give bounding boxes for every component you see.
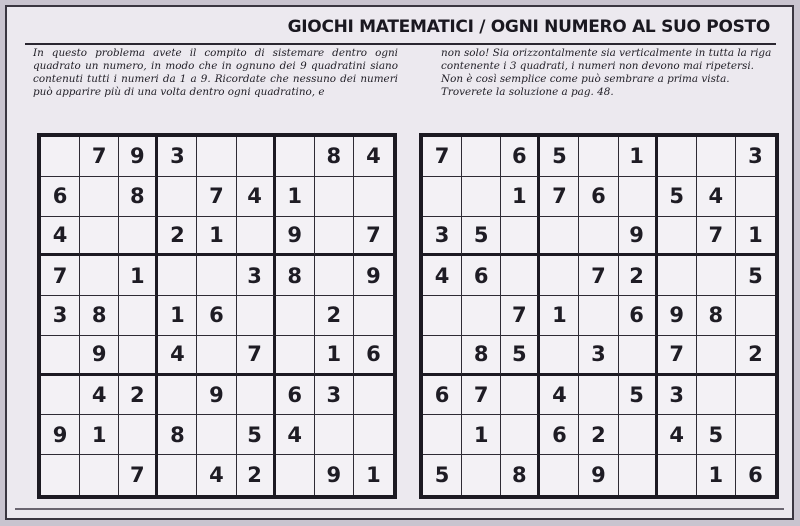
sudoku-cell: 7 xyxy=(354,217,393,257)
sudoku-cell: 9 xyxy=(354,256,393,296)
sudoku-cell: 8 xyxy=(158,415,197,455)
sudoku-cell xyxy=(80,177,119,217)
sudoku-cell xyxy=(579,296,618,336)
sudoku-cell: 4 xyxy=(354,137,393,177)
title-rule xyxy=(25,43,776,45)
sudoku-cell: 4 xyxy=(80,376,119,416)
sudoku-cell xyxy=(619,336,658,376)
sudoku-cell xyxy=(462,177,501,217)
sudoku-cell: 5 xyxy=(540,137,579,177)
sudoku-cell: 7 xyxy=(501,296,540,336)
sudoku-grid-left xyxy=(37,133,397,499)
sudoku-cell: 1 xyxy=(158,296,197,336)
sudoku-cell: 1 xyxy=(736,217,775,257)
sudoku-cell xyxy=(619,415,658,455)
sudoku-cell xyxy=(237,376,276,416)
sudoku-cell xyxy=(354,296,393,336)
sudoku-cell xyxy=(315,177,354,217)
sudoku-cell: 9 xyxy=(80,336,119,376)
sudoku-cell: 5 xyxy=(619,376,658,416)
sudoku-cell xyxy=(158,455,197,495)
sudoku-cell: 2 xyxy=(315,296,354,336)
sudoku-cell: 9 xyxy=(619,217,658,257)
sudoku-cell xyxy=(41,455,80,495)
sudoku-cell: 4 xyxy=(158,336,197,376)
sudoku-cell: 8 xyxy=(697,296,736,336)
sudoku-cell: 3 xyxy=(315,376,354,416)
sudoku-cell: 5 xyxy=(658,177,697,217)
sudoku-cell xyxy=(119,217,158,257)
sudoku-cell: 3 xyxy=(658,376,697,416)
sudoku-cell: 6 xyxy=(579,177,618,217)
sudoku-cell xyxy=(658,217,697,257)
sudoku-cell: 7 xyxy=(658,336,697,376)
sudoku-cell: 1 xyxy=(315,336,354,376)
sudoku-cell: 5 xyxy=(462,217,501,257)
sudoku-cell: 4 xyxy=(658,415,697,455)
sudoku-cell: 2 xyxy=(736,336,775,376)
sudoku-cell xyxy=(697,137,736,177)
sudoku-cell xyxy=(540,217,579,257)
sudoku-cell: 1 xyxy=(697,455,736,495)
sudoku-cell: 6 xyxy=(501,137,540,177)
sudoku-cell xyxy=(658,256,697,296)
sudoku-cell: 3 xyxy=(423,217,462,257)
sudoku-cell: 3 xyxy=(41,296,80,336)
sudoku-cell xyxy=(501,217,540,257)
sudoku-grid-right xyxy=(419,133,779,499)
sudoku-cell xyxy=(41,336,80,376)
sudoku-cell: 6 xyxy=(197,296,236,336)
sudoku-cell xyxy=(80,217,119,257)
sudoku-cell: 1 xyxy=(197,217,236,257)
sudoku-cell xyxy=(423,336,462,376)
sudoku-cell: 7 xyxy=(80,137,119,177)
sudoku-cell xyxy=(462,455,501,495)
sudoku-cell: 2 xyxy=(158,217,197,257)
sudoku-cell: 1 xyxy=(619,137,658,177)
sudoku-cell: 7 xyxy=(41,256,80,296)
sudoku-cell: 8 xyxy=(462,336,501,376)
sudoku-cell: 6 xyxy=(619,296,658,336)
sudoku-cell: 8 xyxy=(501,455,540,495)
sudoku-cell: 7 xyxy=(423,137,462,177)
sudoku-cell xyxy=(354,376,393,416)
sudoku-cell xyxy=(315,256,354,296)
sudoku-cell xyxy=(736,296,775,336)
sudoku-cell: 7 xyxy=(237,336,276,376)
sudoku-cell xyxy=(540,455,579,495)
sudoku-cell: 4 xyxy=(423,256,462,296)
intro-text-left: In questo problema avete il compito di sistemare dentro ogni quadrato un numero, in modo che in ognuno dei 9 quadratini siano contenuti tutti i numeri da 1 a 9. Ricordate che nessuno dei numeri può apparire più di una volta dentro ogni quadratino, e xyxy=(33,47,398,98)
sudoku-cell xyxy=(197,256,236,296)
sudoku-cell: 7 xyxy=(197,177,236,217)
sudoku-cell: 8 xyxy=(315,137,354,177)
sudoku-cell xyxy=(158,376,197,416)
sudoku-cell: 5 xyxy=(501,336,540,376)
sudoku-cell: 2 xyxy=(619,256,658,296)
sudoku-cell xyxy=(119,336,158,376)
sudoku-cell xyxy=(315,217,354,257)
sudoku-cell xyxy=(579,376,618,416)
sudoku-cell: 4 xyxy=(276,415,315,455)
sudoku-cell: 4 xyxy=(540,376,579,416)
sudoku-cell xyxy=(276,336,315,376)
sudoku-cell xyxy=(501,415,540,455)
sudoku-cell: 9 xyxy=(41,415,80,455)
sudoku-cell xyxy=(276,296,315,336)
sudoku-cell: 6 xyxy=(41,177,80,217)
sudoku-cell xyxy=(197,336,236,376)
sudoku-cell: 4 xyxy=(697,177,736,217)
sudoku-cell xyxy=(354,177,393,217)
sudoku-cell: 7 xyxy=(462,376,501,416)
sudoku-cell: 6 xyxy=(462,256,501,296)
sudoku-cell: 8 xyxy=(119,177,158,217)
sudoku-cell xyxy=(237,137,276,177)
sudoku-cell xyxy=(736,376,775,416)
sudoku-cell xyxy=(462,296,501,336)
sudoku-cell: 6 xyxy=(540,415,579,455)
sudoku-cell: 3 xyxy=(237,256,276,296)
sudoku-cell: 5 xyxy=(237,415,276,455)
sudoku-cell xyxy=(697,256,736,296)
sudoku-cell xyxy=(501,256,540,296)
sudoku-cell xyxy=(119,296,158,336)
sudoku-cell: 2 xyxy=(119,376,158,416)
sudoku-cell: 3 xyxy=(736,137,775,177)
sudoku-cell: 8 xyxy=(80,296,119,336)
sudoku-cell xyxy=(736,415,775,455)
sudoku-cell xyxy=(540,256,579,296)
sudoku-cell: 5 xyxy=(423,455,462,495)
sudoku-cell: 2 xyxy=(579,415,618,455)
sudoku-cell xyxy=(354,415,393,455)
sudoku-cell xyxy=(80,256,119,296)
sudoku-cell: 7 xyxy=(119,455,158,495)
sudoku-cell xyxy=(197,415,236,455)
sudoku-cell: 7 xyxy=(540,177,579,217)
sudoku-cell xyxy=(276,455,315,495)
sudoku-cell xyxy=(423,415,462,455)
sudoku-cell: 7 xyxy=(697,217,736,257)
sudoku-cell xyxy=(41,376,80,416)
sudoku-cell: 1 xyxy=(501,177,540,217)
sudoku-cell xyxy=(462,137,501,177)
sudoku-cell: 4 xyxy=(197,455,236,495)
sudoku-cell: 5 xyxy=(697,415,736,455)
sudoku-cell: 9 xyxy=(315,455,354,495)
sudoku-cell xyxy=(119,415,158,455)
sudoku-cell: 3 xyxy=(579,336,618,376)
sudoku-cell xyxy=(540,336,579,376)
sudoku-cell xyxy=(80,455,119,495)
sudoku-cell: 5 xyxy=(736,256,775,296)
sudoku-cell: 6 xyxy=(276,376,315,416)
sudoku-cell: 6 xyxy=(748,463,763,488)
sudoku-cell: 1 xyxy=(462,415,501,455)
sudoku-cell: 1 xyxy=(80,415,119,455)
sudoku-cell xyxy=(619,177,658,217)
sudoku-cell xyxy=(579,137,618,177)
sudoku-cell xyxy=(197,137,236,177)
magazine-page xyxy=(5,5,794,520)
sudoku-cell: 7 xyxy=(579,256,618,296)
sudoku-cell: 6 xyxy=(423,376,462,416)
sudoku-cell xyxy=(697,336,736,376)
sudoku-cell xyxy=(158,177,197,217)
sudoku-cell xyxy=(697,376,736,416)
sudoku-cell xyxy=(237,217,276,257)
sudoku-cell: 1 xyxy=(276,177,315,217)
intro-text-right: non solo! Sia orizzontalmente sia verticalmente in tutta la riga contenente i 3 quadrati, i numeri non devono mai ripetersi. Non è così semplice come può sembrare a prima vista. Troverete la soluzione a pag. 48. xyxy=(441,47,772,98)
sudoku-cell xyxy=(658,455,697,495)
sudoku-cell xyxy=(237,296,276,336)
sudoku-cell xyxy=(423,177,462,217)
sudoku-cell: 4 xyxy=(41,217,80,257)
sudoku-cell: 9 xyxy=(197,376,236,416)
sudoku-cell xyxy=(276,137,315,177)
sudoku-cell xyxy=(736,177,775,217)
bottom-rule xyxy=(15,508,784,510)
sudoku-cell: 9 xyxy=(658,296,697,336)
sudoku-cell: 6 xyxy=(354,336,393,376)
sudoku-cell: 1 xyxy=(366,463,381,488)
sudoku-cell xyxy=(315,415,354,455)
sudoku-cell: 1 xyxy=(119,256,158,296)
sudoku-cell xyxy=(158,256,197,296)
sudoku-cell xyxy=(658,137,697,177)
sudoku-cell: 9 xyxy=(276,217,315,257)
sudoku-cell: 9 xyxy=(119,137,158,177)
sudoku-cell: 3 xyxy=(158,137,197,177)
page-title: GIOCHI MATEMATICI / OGNI NUMERO AL SUO POSTO xyxy=(287,17,770,37)
sudoku-cell xyxy=(579,217,618,257)
sudoku-cell: 2 xyxy=(237,455,276,495)
sudoku-cell: 9 xyxy=(579,455,618,495)
sudoku-cell xyxy=(423,296,462,336)
sudoku-cell xyxy=(501,376,540,416)
sudoku-cell: 8 xyxy=(276,256,315,296)
sudoku-cell xyxy=(41,137,80,177)
sudoku-cell: 4 xyxy=(237,177,276,217)
sudoku-cell xyxy=(619,455,658,495)
sudoku-cell: 1 xyxy=(540,296,579,336)
